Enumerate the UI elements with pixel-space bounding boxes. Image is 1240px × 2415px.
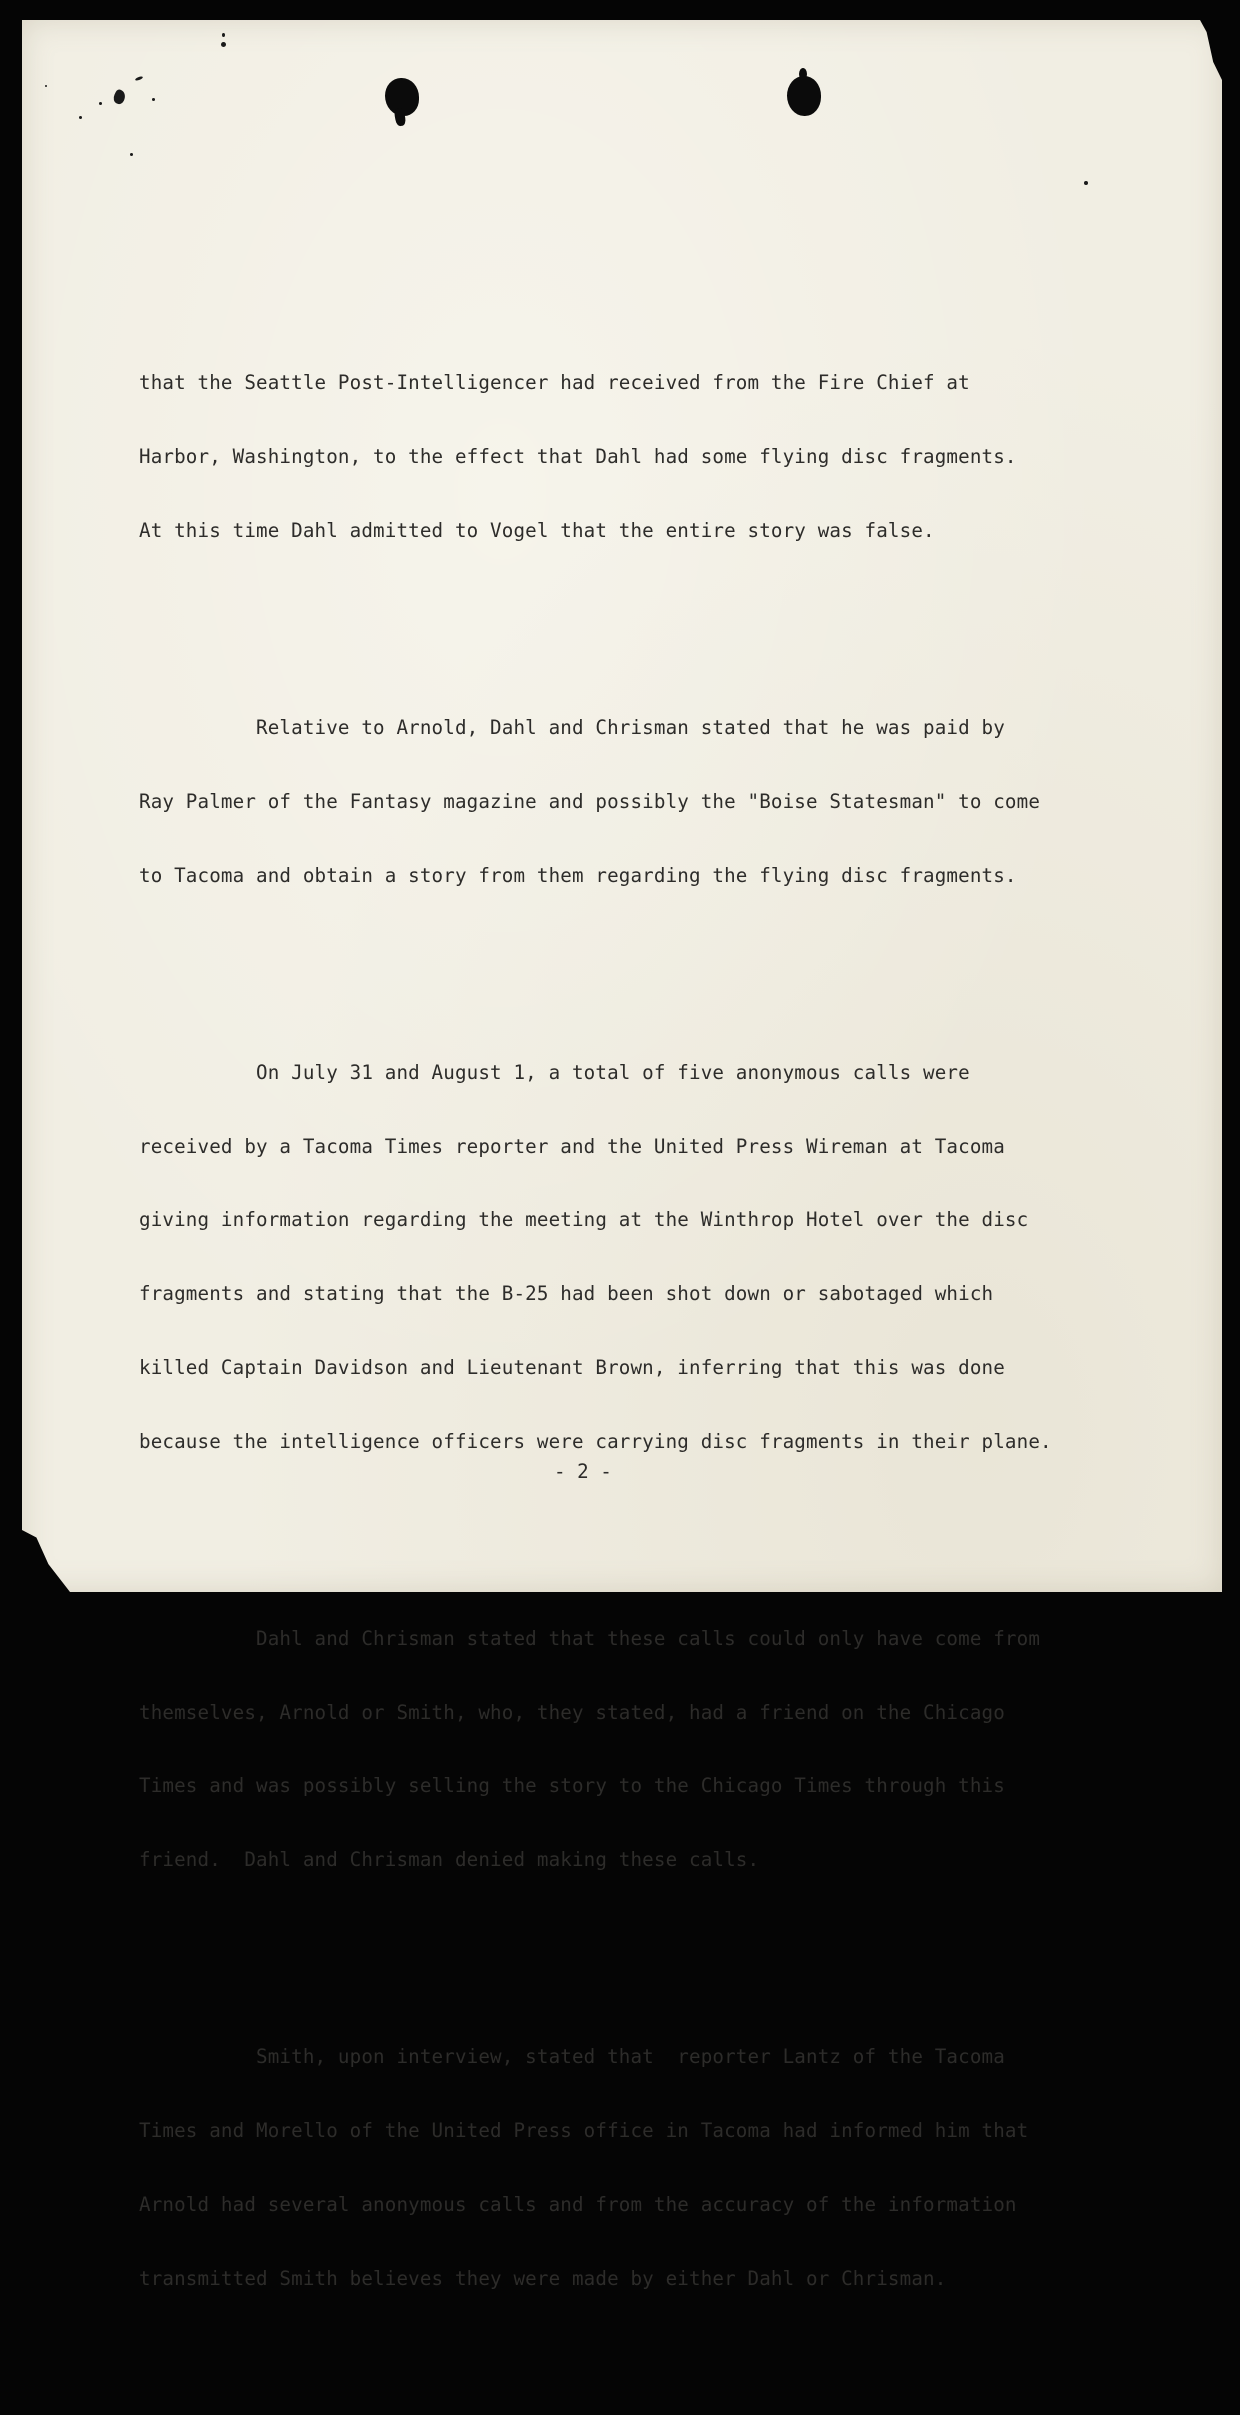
torn-edge — [1200, 20, 1222, 80]
text-line: On July 31 and August 1, a total of five anonymous calls were — [139, 1060, 970, 1084]
ink-speck — [79, 116, 82, 119]
text-line: themselves, Arnold or Smith, who, they stated, had a friend on the Chicago — [139, 1700, 1005, 1724]
paragraph — [139, 1012, 1139, 1504]
ink-speck — [222, 33, 225, 37]
ink-speck — [152, 98, 155, 101]
text-line: Times and was possibly selling the story to the Chicago Times through this — [139, 1774, 1005, 1798]
text-line: Harbor, Washington, to the effect that Dahl had some flying disc fragments. — [139, 445, 1017, 469]
text-line: Relative to Arnold, Dahl and Chrisman stated that he was paid by — [139, 716, 1005, 740]
text-line: fragments and stating that the B-25 had been shot down or sabotaged which — [139, 1282, 994, 1306]
ink-speck — [112, 88, 128, 105]
punch-hole-right — [787, 76, 821, 116]
page-number: - 2 - — [554, 1460, 612, 1483]
text-line: killed Captain Davidson and Lieutenant Brown, inferring that this was done — [139, 1355, 1005, 1379]
text-line: Times and Morello of the United Press office in Tacoma had informed him that — [139, 2119, 1029, 2143]
text-line: that the Seattle Post-Intelligencer had received from the Fire Chief at — [139, 371, 970, 395]
text-line: At this time Dahl admitted to Vogel that the entire story was false. — [139, 518, 935, 542]
ink-speck — [221, 42, 226, 47]
paragraph — [139, 1996, 1139, 2340]
text-line: friend. Dahl and Chrisman denied making these calls. — [139, 1848, 760, 1872]
text-line: received by a Tacoma Times reporter and the United Press Wireman at Tacoma — [139, 1134, 1005, 1158]
ink-speck — [135, 76, 144, 82]
text-line: Arnold had several anonymous calls and from the accuracy of the information — [139, 2192, 1017, 2216]
text-line: Dahl and Chrisman stated that these calls could only have come from — [139, 1626, 1041, 1650]
text-line: giving information regarding the meeting at the Winthrop Hotel over the disc — [139, 1208, 1029, 1232]
ink-speck — [45, 85, 47, 87]
ink-speck — [99, 102, 102, 105]
ink-speck — [1084, 181, 1088, 185]
paragraph — [139, 1578, 1139, 1922]
torn-corner — [22, 1530, 70, 1592]
text-line: transmitted Smith believes they were made by either Dahl or Chrisman. — [139, 2266, 947, 2290]
paragraph — [139, 322, 1139, 593]
text-line: Smith, upon interview, stated that reporter Lantz of the Tacoma — [139, 2045, 1005, 2069]
paragraph — [139, 667, 1139, 938]
text-line: because the intelligence officers were carrying disc fragments in their plane. — [139, 1429, 1052, 1453]
text-line: Ray Palmer of the Fantasy magazine and possibly the "Boise Statesman" to come — [139, 789, 1041, 813]
text-line: to Tacoma and obtain a story from them regarding the flying disc fragments. — [139, 863, 1017, 887]
ink-speck — [130, 153, 133, 156]
document-page — [22, 20, 1222, 2290]
document-body — [139, 273, 1139, 2415]
punch-hole-left — [385, 78, 419, 116]
